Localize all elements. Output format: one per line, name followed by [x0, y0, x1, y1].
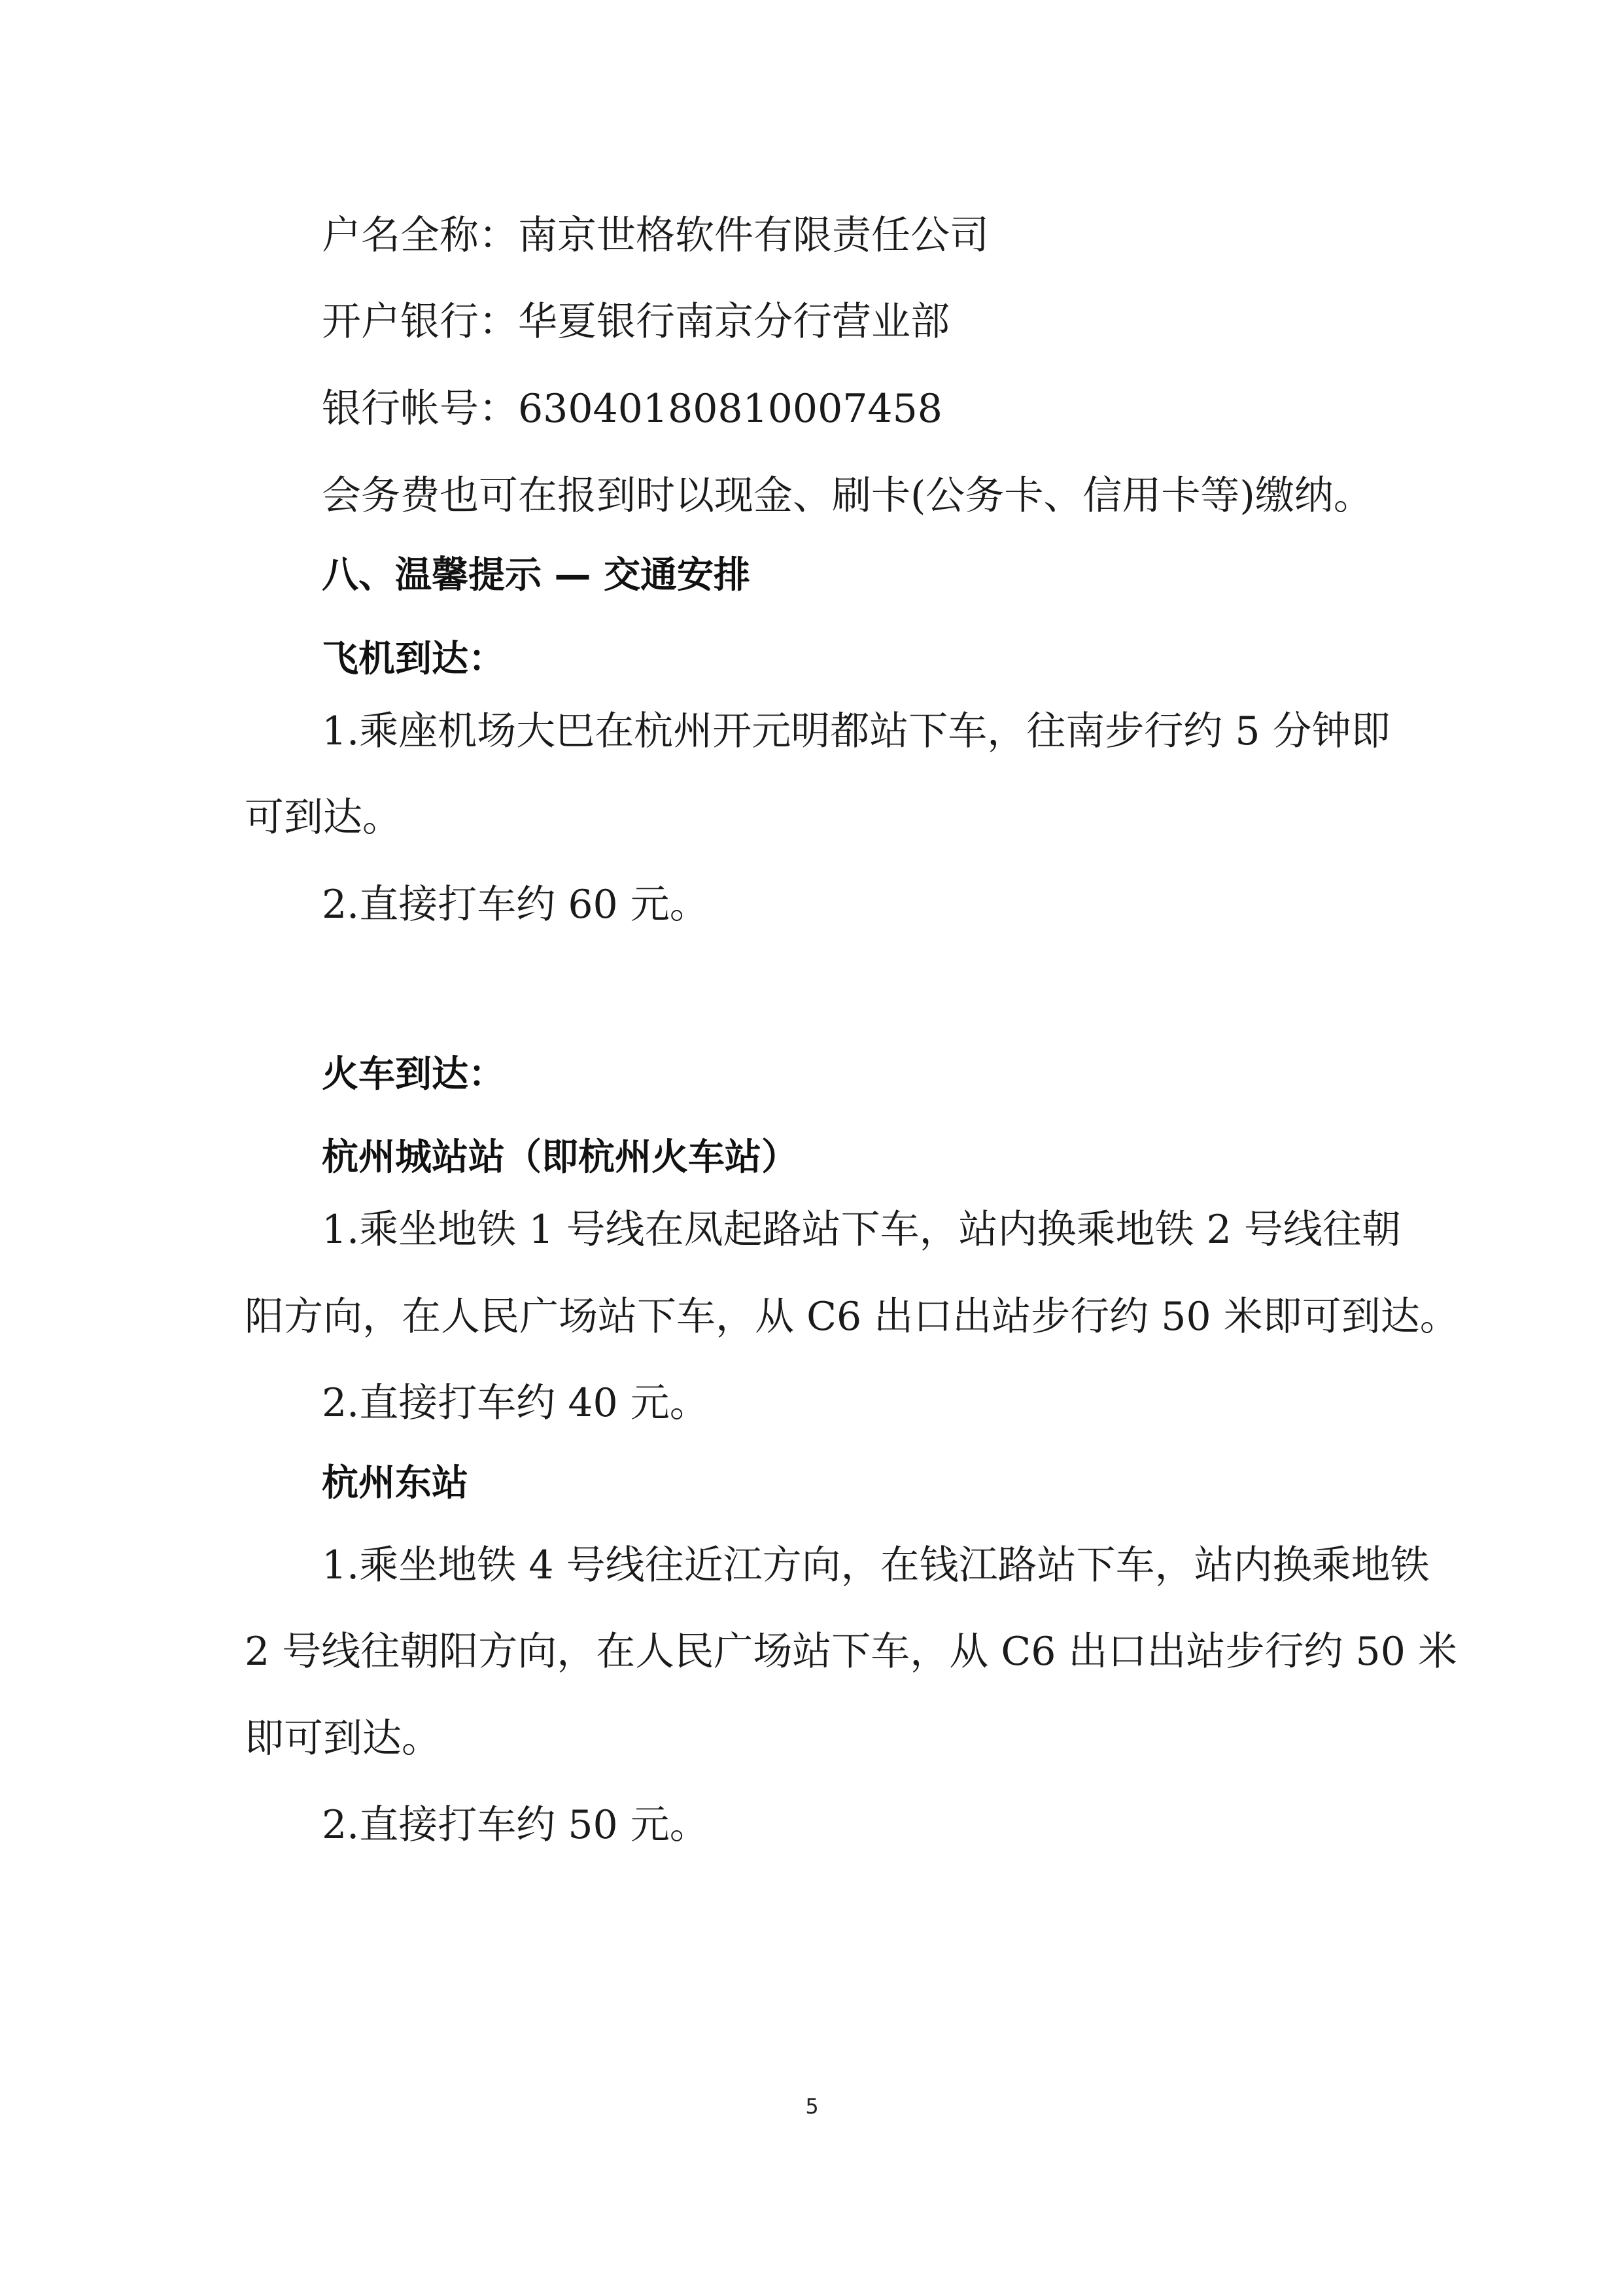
city-station-item-1-line-1: 1.乘坐地铁 1 号线在凤起路站下车，站内换乘地铁 2 号线往朝 — [322, 1207, 1401, 1253]
east-station-item-1-line-1: 1.乘坐地铁 4 号线往近江方向，在钱江路站下车，站内换乘地铁 — [322, 1542, 1430, 1588]
flight-item-1-line-1: 1.乘座机场大巴在杭州开元明都站下车，往南步行约 5 分钟即 — [322, 708, 1391, 754]
train-heading: 火车到达： — [322, 1053, 505, 1096]
city-station-item-2: 2.直接打车约 40 元。 — [322, 1380, 709, 1426]
section-title: 八、温馨提示 — 交通安排 — [322, 554, 750, 597]
east-station-item-1-line-2: 2 号线往朝阳方向，在人民广场站下车，从 C6 出口出站步行约 50 米 — [245, 1629, 1457, 1675]
east-station-item-2: 2.直接打车约 50 元。 — [322, 1802, 709, 1848]
east-station-item-1-line-3: 即可到达。 — [245, 1716, 441, 1762]
bank-line: 开户银行：华夏银行南京分行营业部 — [322, 299, 950, 345]
account-name-line: 户名全称：南京世格软件有限责任公司 — [322, 213, 989, 258]
city-station-heading: 杭州城站站（即杭州火车站） — [322, 1136, 798, 1179]
payment-note: 会务费也可在报到时以现金、刷卡(公务卡、信用卡等)缴纳。 — [322, 473, 1373, 519]
page-number: 5 — [805, 2094, 819, 2119]
east-station-heading: 杭州东站 — [322, 1462, 468, 1505]
flight-heading: 飞机到达： — [322, 638, 505, 680]
city-station-item-1-line-2: 阳方向，在人民广场站下车，从 C6 出口出站步行约 50 米即可到达。 — [245, 1294, 1459, 1340]
flight-item-1-line-2: 可到达。 — [245, 795, 402, 841]
flight-item-2: 2.直接打车约 60 元。 — [322, 882, 709, 928]
account-number-line: 银行帐号：63040180810007458 — [322, 386, 942, 432]
